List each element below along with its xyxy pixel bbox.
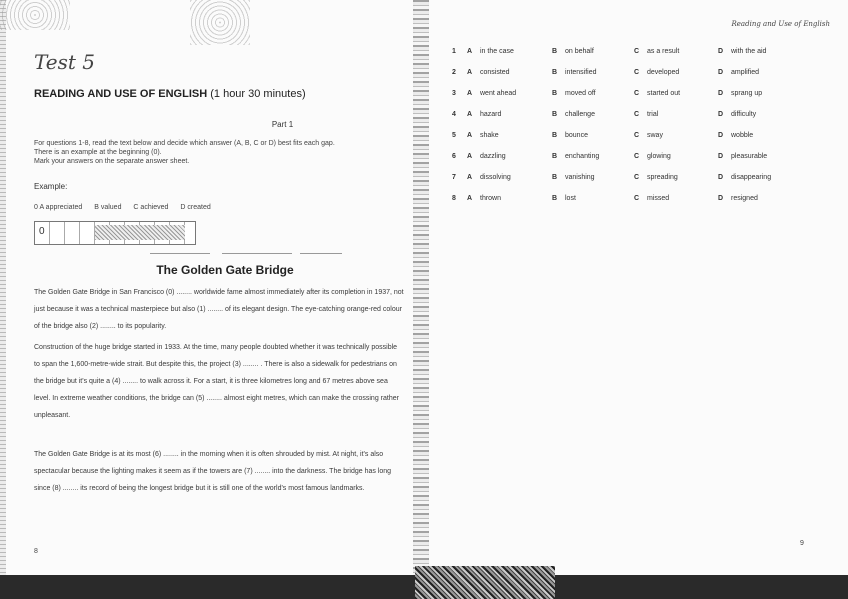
option-letter: D: [718, 48, 724, 55]
paragraph: The Golden Gate Bridge in San Francisco (0) ........ worldwide fame almost immediately after its completion in 1937, not just because it was a technical masterpiece but also (1) ........ of its elegant design. The eye-catching orange-red colour of the bridge also (2) ........ to its popularity.: [34, 289, 404, 330]
option-letter: A: [467, 69, 473, 76]
section-name: READING AND USE OF ENGLISH: [34, 88, 208, 100]
option-text: trial: [647, 111, 659, 118]
answer-mark: [95, 225, 185, 240]
option-letter: B: [552, 195, 558, 202]
option-text: developed: [647, 69, 680, 76]
scan-noise: [0, 0, 70, 30]
option-text: amplified: [731, 69, 760, 76]
question-number: 5: [452, 132, 456, 139]
option-text: went ahead: [480, 90, 517, 97]
option-letter: B: [552, 174, 558, 181]
option-text: enchanting: [565, 153, 600, 160]
option-letter: B: [552, 48, 558, 55]
option-letter: C: [634, 111, 640, 118]
divider: [222, 253, 292, 254]
option-letter: C: [634, 48, 640, 55]
option-letter: C: [634, 195, 640, 202]
right-page: [428, 0, 848, 575]
example-option: 0 A appreciated: [34, 204, 83, 211]
option-letter: C: [634, 90, 640, 97]
option-letter: D: [718, 153, 724, 160]
option-text: difficulty: [731, 111, 757, 118]
page-edge-shadow: [0, 0, 6, 575]
option-text: lost: [565, 195, 576, 202]
instruction-line: There is an example at the beginning (0).: [34, 149, 162, 156]
option-text: as a result: [647, 48, 680, 55]
option-text: glowing: [647, 153, 671, 160]
option-letter: C: [634, 153, 640, 160]
instructions: [34, 139, 404, 166]
option-letter: A: [467, 111, 473, 118]
option-letter: C: [634, 69, 640, 76]
option-letter: D: [718, 69, 724, 76]
option-text: bounce: [565, 132, 588, 139]
section-title: [34, 88, 306, 100]
option-letter: A: [467, 90, 473, 97]
option-letter: B: [552, 111, 558, 118]
option-letter: B: [552, 132, 558, 139]
paragraph: Construction of the huge bridge started in 1933. At the time, many people doubted whether it was technically possible to span the 1,600-metre-wide strait. But despite this, the project (3) ........ . There is also a sidewalk for pedestrians on the bridge but it's quite a (4) ........ to walk across it. For a start, it is three kilometres long and 67 metres above sea level. In extreme weather conditions, the bridge can (5) ........ almost eight metres, which can make the crossing rather unpleasant.: [34, 344, 399, 419]
option-text: with the aid: [731, 48, 767, 55]
example-option: B valued: [94, 204, 122, 211]
example-option: D created: [180, 204, 211, 211]
page-number: 9: [800, 540, 804, 547]
option-text: pleasurable: [731, 153, 768, 160]
option-text: hazard: [480, 111, 502, 118]
divider: [150, 253, 210, 254]
option-letter: D: [718, 90, 724, 97]
option-text: wobble: [731, 132, 754, 139]
option-letter: C: [634, 132, 640, 139]
running-head: Reading and Use of English: [731, 20, 830, 28]
divider: [300, 253, 342, 254]
question-number: 2: [452, 69, 456, 76]
paragraph: The Golden Gate Bridge is at its most (6) ........ in the morning when it is often shrouded by mist. At night, it's also spectacular because the lighting makes it seem as if the towers are (7) ........ into the darkness. The bridge has long since (8) ........ its record of being the longest bridge but it is still one of the world's most famous landmarks.: [34, 451, 392, 492]
option-text: shake: [480, 132, 499, 139]
option-text: resigned: [731, 195, 758, 202]
option-letter: D: [718, 174, 724, 181]
option-letter: A: [467, 153, 473, 160]
instruction-line: For questions 1-8, read the text below and decide which answer (A, B, C or D) best fits each gap.: [34, 140, 335, 147]
question-number: 8: [452, 195, 456, 202]
option-text: vanishing: [565, 174, 595, 181]
test-title: Test 5: [34, 50, 96, 74]
article-title: The Golden Gate Bridge: [156, 263, 294, 277]
option-text: on behalf: [565, 48, 594, 55]
option-letter: D: [718, 132, 724, 139]
scan-background-texture: [415, 566, 555, 599]
page-number: 8: [34, 548, 38, 555]
option-text: started out: [647, 90, 681, 97]
question-number: 3: [452, 90, 456, 97]
instruction-line: Mark your answers on the separate answer sheet.: [34, 158, 190, 165]
option-letter: D: [718, 195, 724, 202]
part-label: Part 1: [271, 120, 294, 129]
option-text: consisted: [480, 69, 510, 76]
option-letter: B: [552, 153, 558, 160]
option-letter: A: [467, 195, 473, 202]
option-text: spreading: [647, 174, 678, 181]
option-text: in the case: [480, 48, 514, 55]
question-number: 7: [452, 174, 456, 181]
example-options: [34, 204, 221, 211]
option-text: dazzling: [480, 153, 506, 160]
option-text: challenge: [565, 111, 595, 118]
option-text: thrown: [480, 195, 502, 202]
option-text: moved off: [565, 90, 596, 97]
option-letter: A: [467, 174, 473, 181]
question-number: 4: [452, 111, 456, 118]
option-letter: B: [552, 69, 558, 76]
option-letter: A: [467, 48, 473, 55]
option-text: disappearing: [731, 174, 772, 181]
example-answer-grid: [34, 221, 196, 245]
left-page: [0, 0, 415, 575]
scan-noise: [190, 0, 250, 45]
option-text: dissolving: [480, 174, 511, 181]
option-text: sway: [647, 132, 663, 139]
example-label: Example:: [34, 182, 68, 191]
option-letter: A: [467, 132, 473, 139]
section-duration: (1 hour 30 minutes): [210, 88, 306, 100]
option-text: sprang up: [731, 90, 763, 97]
example-grid-number: 0: [39, 226, 45, 237]
option-letter: B: [552, 90, 558, 97]
book-spine: [413, 0, 429, 599]
option-text: intensified: [565, 69, 597, 76]
option-letter: C: [634, 174, 640, 181]
question-number: 6: [452, 153, 456, 160]
option-text: missed: [647, 195, 670, 202]
example-option: C achieved: [133, 204, 169, 211]
question-number: 1: [452, 48, 456, 55]
option-letter: D: [718, 111, 724, 118]
